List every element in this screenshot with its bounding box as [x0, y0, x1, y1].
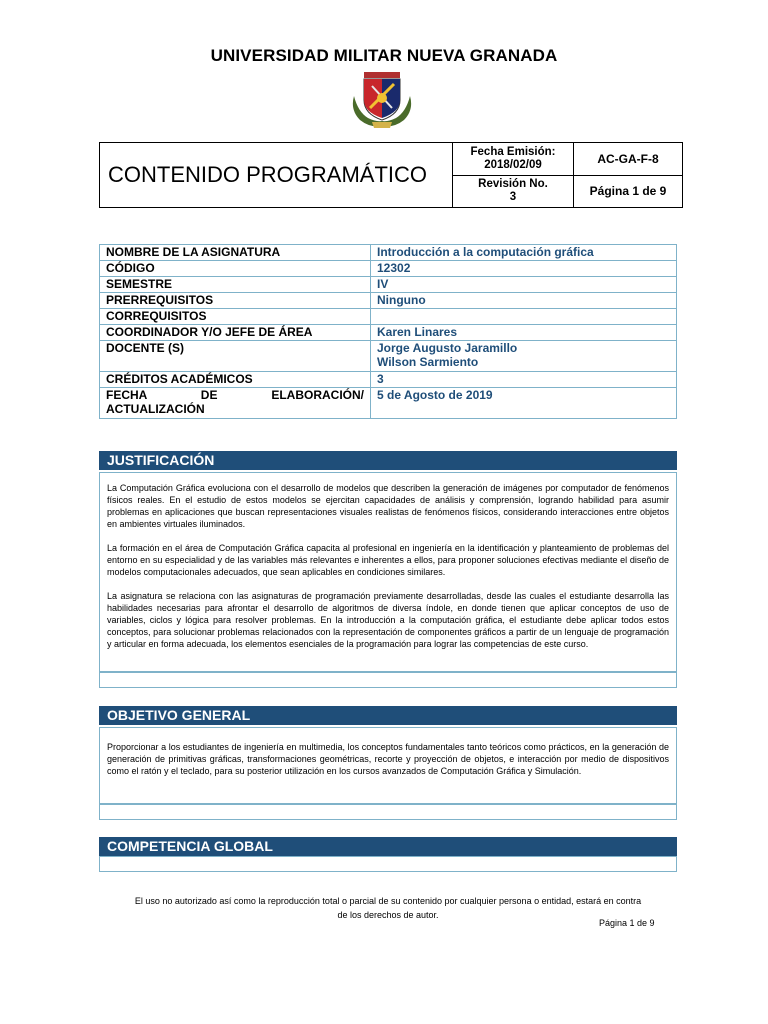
objetivo-spacer-row — [99, 804, 677, 820]
course-name-label: NOMBRE DE LA ASIGNATURA — [100, 245, 371, 261]
code-value: 12302 — [371, 261, 677, 277]
objetivo-paragraph: Proporcionar a los estudiantes de ingeniería en multimedia, los conceptos fundamentales tanto teóricos como prácticos, en la generación de generación de primitivas gráficas, transformaciones geométricas, recorte y proyección de objetos, e interacción por medio de dispositivos como el ratón y el teclado, para su posterior utilización en los cursos avanzados de Computación Gráfica y Simulación. — [107, 742, 669, 776]
coordinator-value: Karen Linares — [371, 325, 677, 341]
coordinator-label: COORDINADOR Y/O JEFE DE ÁREA — [100, 325, 371, 341]
semester-value: IV — [371, 277, 677, 293]
teachers-label: DOCENTE (S) — [100, 341, 371, 372]
page-indicator: Página 1 de 9 — [574, 175, 683, 208]
teachers-value — [371, 341, 677, 372]
justificacion-heading: JUSTIFICACIÓN — [99, 451, 677, 470]
university-crest-logo — [350, 66, 414, 132]
code-label: CÓDIGO — [100, 261, 371, 277]
date-elaboration-label-line1: FECHA DE ELABORACIÓN/ — [106, 388, 364, 402]
table-row — [100, 261, 677, 277]
table-row — [100, 245, 677, 261]
credits-value: 3 — [371, 372, 677, 388]
revision-cell — [453, 175, 574, 208]
justificacion-paragraph-3: La asignatura se relaciona con las asignaturas de programación previamente desarrolladas, desde las cuales el estudiante desarrolla las habilidades necesarias para afrontar el desarrollo de algoritmos de diversa índole, en donde tienen que aplicar conceptos de uso de variables, ciclos y lógica para resolver problemas. En la introducción a la computación gráfica, el estudiante debe aplicar todos estos conceptos, para solucionar problemas relacionados con la representación de componentes gráficos a partir de un lenguaje de programación y articular en forma adecuada, los elementos esenciales de la programación para lograr las competencias de este curso. — [107, 591, 669, 649]
objetivo-heading: OBJETIVO GENERAL — [99, 706, 677, 725]
issue-date-label: Fecha Emisión: — [470, 145, 556, 158]
copyright-notice — [99, 894, 677, 922]
teacher-2: Wilson Sarmiento — [377, 355, 479, 369]
prerequisites-label: PRERREQUISITOS — [100, 293, 371, 309]
course-info-table — [99, 244, 677, 419]
copyright-line-2: de los derechos de autor. — [337, 910, 439, 920]
course-name-value: Introducción a la computación gráfica — [371, 245, 677, 261]
competencia-heading: COMPETENCIA GLOBAL — [99, 837, 677, 856]
document-header-table — [99, 142, 683, 208]
issue-date-cell — [453, 143, 574, 176]
table-row — [100, 372, 677, 388]
table-row — [100, 341, 677, 372]
table-row — [100, 388, 677, 419]
table-row — [100, 325, 677, 341]
date-elaboration-value: 5 de Agosto de 2019 — [371, 388, 677, 419]
table-row — [100, 277, 677, 293]
issue-date-value: 2018/02/09 — [484, 158, 542, 171]
justificacion-paragraph-2: La formación en el área de Computación Gráfica capacita al profesional en ingeniería en la identificación y planteamiento de problemas del entorno en su especialidad y de las variables más relevantes e inherentes a ellos, para proponer soluciones efectivas mediante el diseño de modelos computacionales adecuados, que sean aplicables en condiciones similares. — [107, 543, 669, 577]
corequisites-label: CORREQUISITOS — [100, 309, 371, 325]
date-elaboration-label — [100, 388, 371, 419]
copyright-line-1: El uso no autorizado así como la reproducción total o parcial de su contenido por cualquier persona o entidad, estará en contra — [134, 896, 642, 906]
revision-value: 3 — [509, 191, 517, 204]
semester-label: SEMESTRE — [100, 277, 371, 293]
date-elaboration-label-line2: ACTUALIZACIÓN — [106, 402, 205, 416]
corequisites-value — [371, 309, 677, 325]
credits-label: CRÉDITOS ACADÉMICOS — [100, 372, 371, 388]
justificacion-spacer-row — [99, 672, 677, 688]
university-name: UNIVERSIDAD MILITAR NUEVA GRANADA — [210, 46, 558, 65]
justificacion-paragraph-1: La Computación Gráfica evoluciona con el desarrollo de modelos que describen la generación de imágenes por computador de fenómenos físicos reales. En el estudio de estos modelos se ejercitan capacidades de análisis y comprensión, logrando habilidad para asumir problemas en aplicaciones que buscan representaciones visuales realistas de fenómenos físicos, considerando interacciones entre objetos en ambientes virtuales iluminados. — [107, 483, 669, 529]
prerequisites-value: Ninguno — [371, 293, 677, 309]
document-code: AC-GA-F-8 — [574, 143, 683, 176]
footer-page-number: Página 1 de 9 — [599, 918, 655, 928]
table-row — [100, 309, 677, 325]
objetivo-body — [99, 727, 677, 804]
teacher-1: Jorge Augusto Jaramillo — [377, 341, 518, 355]
competencia-body — [99, 856, 677, 872]
justificacion-body — [99, 472, 677, 672]
document-title: CONTENIDO PROGRAMÁTICO — [100, 143, 453, 208]
revision-label: Revisión No. — [478, 178, 548, 191]
table-row — [100, 293, 677, 309]
